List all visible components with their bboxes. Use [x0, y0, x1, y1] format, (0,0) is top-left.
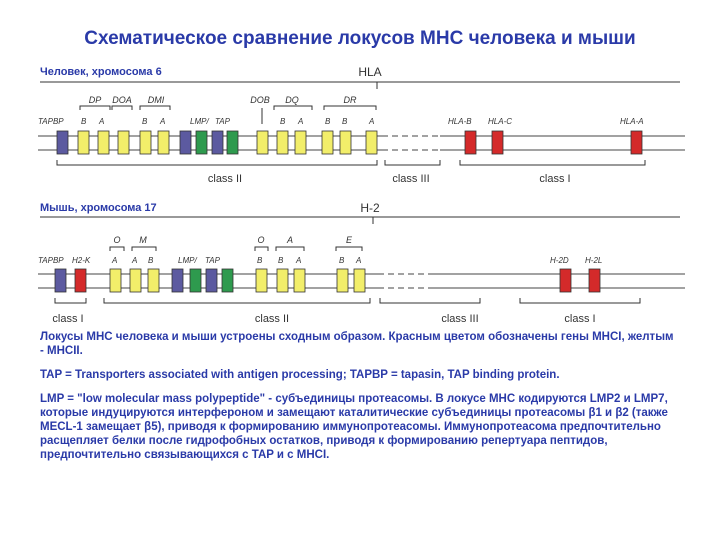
- gene-box: [366, 131, 377, 154]
- gene-box: [148, 269, 159, 292]
- gene-label: B: [342, 117, 348, 126]
- class-label: class II: [207, 173, 243, 185]
- notes-block: [40, 330, 680, 472]
- gene-box: [190, 269, 201, 292]
- gene-box: [98, 131, 109, 154]
- gene-label: LMP/: [178, 256, 197, 265]
- gene-label: A: [298, 117, 304, 126]
- group-label: DR: [343, 95, 357, 105]
- human-locus: [38, 65, 685, 185]
- gene-label: B: [257, 256, 263, 265]
- gene-label: A: [296, 256, 302, 265]
- group-label: DOB: [250, 95, 270, 105]
- class-label: class I: [52, 313, 84, 325]
- gene-label: B: [148, 256, 154, 265]
- gene-label: TAPBP: [38, 117, 64, 126]
- gene-label: A: [112, 256, 118, 265]
- gene-label: TAP: [205, 256, 220, 265]
- mouse-locus: [38, 201, 685, 325]
- gene-label: HLA-A: [620, 117, 644, 126]
- gene-label: H-2D: [550, 256, 569, 265]
- gene-label: HLA-C: [488, 117, 513, 126]
- group-label: E: [345, 235, 353, 245]
- note-paragraph: TAP = Transporters associated with antigen processing; TAPBP = tapasin, TAP binding protein.: [40, 369, 560, 381]
- class-label: class III: [392, 173, 430, 185]
- gene-label: B: [81, 117, 87, 126]
- gene-box: [75, 269, 86, 292]
- page-title: Схематическое сравнение локусов MHC человека и мыши: [84, 28, 636, 49]
- gene-box: [354, 269, 365, 292]
- class-label: class II: [254, 313, 290, 325]
- gene-box: [277, 131, 288, 154]
- gene-box: [140, 131, 151, 154]
- group-label: DMI: [147, 95, 165, 105]
- gene-label: A: [132, 256, 138, 265]
- gene-label: A: [356, 256, 362, 265]
- gene-box: [257, 131, 268, 154]
- gene-box: [340, 131, 351, 154]
- group-label: DQ: [285, 95, 299, 105]
- human-section-label: Человек, хромосома 6: [40, 66, 162, 78]
- gene-box: [560, 269, 571, 292]
- gene-box: [589, 269, 600, 292]
- gene-box: [277, 269, 288, 292]
- class-label: class I: [539, 173, 571, 185]
- gene-label: B: [339, 256, 345, 265]
- gene-label: TAP: [215, 117, 230, 126]
- hla-locus-label: HLA: [358, 65, 382, 79]
- gene-label: B: [280, 117, 286, 126]
- gene-box: [212, 131, 223, 154]
- class-label: class I: [564, 313, 596, 325]
- gene-box: [196, 131, 207, 154]
- gene-box: [631, 131, 642, 154]
- gene-box: [206, 269, 217, 292]
- h2-locus-label: H-2: [360, 201, 380, 215]
- gene-box: [322, 131, 333, 154]
- gene-label: H2-K: [72, 256, 91, 265]
- gene-box: [78, 131, 89, 154]
- gene-box: [227, 131, 238, 154]
- group-label: DOA: [112, 95, 132, 105]
- group-label: A: [286, 235, 294, 245]
- group-label: O: [257, 235, 265, 245]
- group-label: O: [113, 235, 121, 245]
- gene-box: [465, 131, 476, 154]
- gene-label: A: [99, 117, 105, 126]
- gene-box: [222, 269, 233, 292]
- gene-label: H-2L: [585, 256, 603, 265]
- gene-box: [294, 269, 305, 292]
- gene-box: [256, 269, 267, 292]
- mouse-section-label: Мышь, хромосома 17: [40, 202, 157, 214]
- gene-label: HLA-B: [448, 117, 472, 126]
- gene-label: A: [160, 117, 166, 126]
- group-label: DP: [88, 95, 102, 105]
- gene-label: A: [369, 117, 375, 126]
- note-paragraph: LMP = "low molecular mass polypeptide" - субъединицы протеасомы. В локусе MHC кодируются LMP2 и LMP7, которые индуцируются интерфероном и замещают каталитические субъединицы протеасомы β1 и β2 (также MECL-1 замещает β5), приводя к формированию иммунопротеасомы. Иммунопротеасома предпочтительно расщепляет белки после гидрофобных остатков, приводя к формированию репертуара пептидов, предпочтительно связывающихся с TAP и с MHCI.: [40, 393, 668, 461]
- gene-box: [55, 269, 66, 292]
- gene-box: [180, 131, 191, 154]
- gene-box: [158, 131, 169, 154]
- gene-box: [295, 131, 306, 154]
- gene-label: LMP/: [190, 117, 209, 126]
- gene-label: TAPBP: [38, 256, 64, 265]
- gene-box: [172, 269, 183, 292]
- gene-label: B: [278, 256, 284, 265]
- gene-box: [492, 131, 503, 154]
- note-paragraph: Локусы MHC человека и мыши устроены сходным образом. Красным цветом обозначены гены MHCI, желтым - MHCII.: [40, 331, 674, 357]
- gene-box: [57, 131, 68, 154]
- gene-label: B: [142, 117, 148, 126]
- gene-label: B: [325, 117, 331, 126]
- gene-box: [118, 131, 129, 154]
- gene-box: [110, 269, 121, 292]
- gene-box: [337, 269, 348, 292]
- gene-box: [130, 269, 141, 292]
- class-label: class III: [441, 313, 479, 325]
- group-label: M: [139, 235, 147, 245]
